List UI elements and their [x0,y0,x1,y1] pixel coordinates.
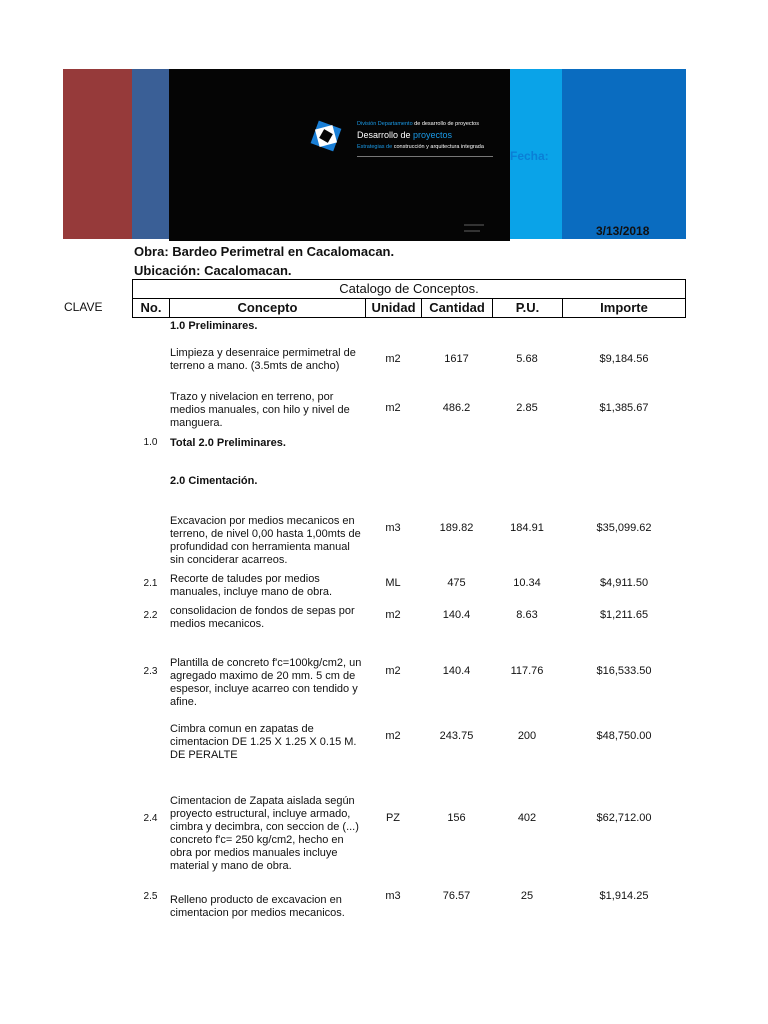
item-importe: $16,533.50 [596,665,652,677]
item-concepto: Excavacion por medios mecanicos en terreno, de nivel 0,00 hasta 1,00mts de profundidad con herramienta manual sin conciderar acarreos. [170,515,361,566]
item-unidad: m2 [385,353,401,365]
header-title-accent: proyectos [413,130,453,140]
item-importe: $1,385.67 [599,402,649,414]
item-cantidad: 1617 [444,353,469,365]
col-concepto: Concepto [170,299,366,317]
header-band-blue [562,69,686,239]
item-concepto: Limpieza y desenraice permimetral de terreno a mano. (3.5mts de ancho) [170,347,356,372]
item-pu: 10.34 [513,577,541,589]
item-concepto: Recorte de taludes por medios manuales, incluye mano de obra. [170,573,333,598]
item-pu: 402 [517,812,537,824]
item-unidad: m2 [385,730,401,742]
header-footnote-mark [464,224,484,226]
header-divider [357,156,493,157]
item-no: 2.4 [143,813,158,824]
col-pu: P.U. [493,299,563,317]
item-unidad: m2 [385,609,401,621]
item-concepto: Relleno producto de excavacion en cimentacion por medios mecanicos. [170,894,345,919]
header-band-red [63,69,132,239]
company-logo [308,118,344,154]
item-pu: 117.76 [510,665,544,677]
item-cantidad: 189.82 [439,522,474,534]
item-no: 2.2 [143,610,158,621]
total-label: Total 2.0 Preliminares. [170,437,286,449]
fecha-label: Fecha: [510,149,549,163]
item-no: 2.5 [143,891,158,902]
header-footnote-mark-2 [464,230,480,232]
item-no: 2.1 [143,578,158,589]
col-unidad: Unidad [366,299,422,317]
item-importe: $35,099.62 [596,522,652,534]
item-importe: $1,914.25 [599,890,649,902]
item-pu: 2.85 [516,402,538,414]
section-heading: 2.0 Cimentación. [170,475,258,487]
item-pu: 184.91 [510,522,544,534]
col-no: No. [133,299,170,317]
item-cantidad: 243.75 [439,730,474,742]
item-concepto: Plantilla de concreto f'c=100kg/cm2, un agregado maximo de 20 mm. 5 cm de espesor, incluye acarreo con tendido y afine. [170,657,362,708]
item-concepto: Cimentacion de Zapata aislada según proyecto estructural, incluye armado, cimbra y decimbra, con seccion de (...) concreto f'c= 250 kg/cm2, hecho en obra por medios manuales incluye material y mano de obra. [170,795,359,872]
item-cantidad: 156 [447,812,466,824]
item-cantidad: 475 [447,577,466,589]
item-concepto: consolidacion de fondos de sepas por medios mecanicos. [170,605,355,630]
catalog-title: Catalogo de Conceptos. [132,279,686,299]
header-band-steel [132,69,169,239]
item-concepto: Trazo y nivelacion en terreno, por medios manuales, con hilo y nivel de manguera. [170,391,350,429]
item-importe: $62,712.00 [596,812,652,824]
header-line1 [357,121,479,127]
item-importe: $48,750.00 [596,730,652,742]
item-no: 2.3 [143,666,158,677]
header-title-main: Desarrollo de [357,130,414,140]
item-unidad: ML [385,577,401,589]
item-cantidad: 76.57 [442,890,471,902]
clave-label: CLAVE [64,300,103,314]
item-unidad: m2 [385,665,401,677]
header-title [357,130,452,140]
item-concepto: Cimbra comun en zapatas de cimentacion DE 1.25 X 1.25 X 0.15 M. DE PERALTE [170,723,357,761]
item-pu: 25 [520,890,534,902]
item-unidad: PZ [385,812,401,824]
item-pu: 8.63 [516,609,538,621]
ubicacion-line: Ubicación: Cacalomacan. [134,263,292,278]
header-line1-rest: de desarrollo de proyectos [412,121,479,127]
date-value: 3/13/2018 [596,224,650,238]
header-line3-rest: construcción y arquitectura integrada [392,144,484,150]
obra-line: Obra: Bardeo Perimetral en Cacalomacan. [134,244,395,259]
col-cantidad: Cantidad [422,299,493,317]
item-cantidad: 486.2 [442,402,471,414]
section-heading: 1.0 Preliminares. [170,320,258,332]
header-line3 [357,144,484,150]
item-pu: 200 [517,730,537,742]
item-importe: $9,184.56 [599,353,649,365]
header-line3-accent: Estrategias de [357,144,393,150]
col-importe: Importe [600,300,648,315]
item-importe: $4,911.50 [599,577,649,589]
header-line1-accent: División Departamento [357,121,413,127]
item-unidad: m2 [385,402,401,414]
item-cantidad: 140.4 [442,609,471,621]
item-unidad: m3 [385,522,401,534]
item-no: 1.0 [143,437,158,448]
item-importe: $1,211.65 [599,609,649,621]
item-unidad: m3 [385,890,401,902]
table-header-row [132,298,686,318]
item-cantidad: 140.4 [442,665,471,677]
item-pu: 5.68 [516,353,538,365]
